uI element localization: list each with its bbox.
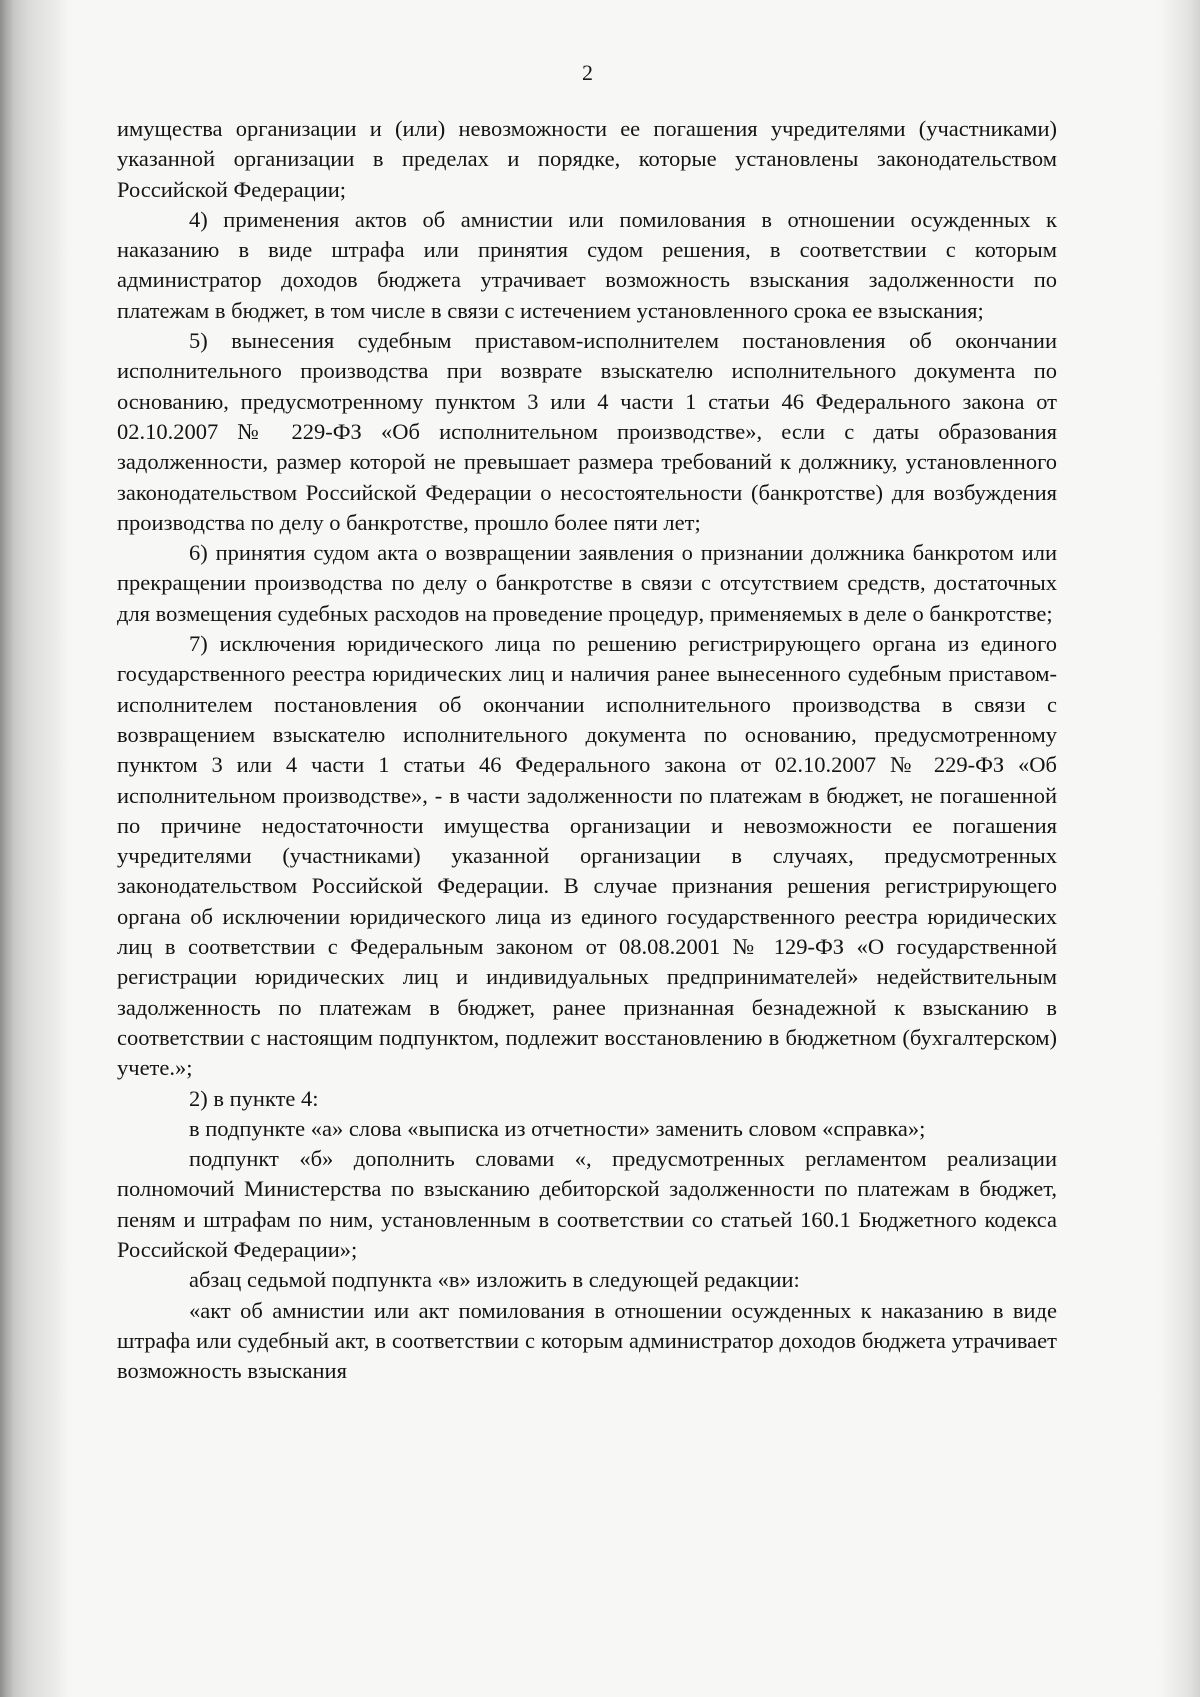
paragraph-item-6: 6) принятия судом акта о возвращении заявления о признании должника банкротом или прекращении производства по делу о банкротстве в связи с отсутствием средств, достаточных для возмещения судебных расходов на проведение процедур, применяемых в деле о банкротстве; [117,540,1057,626]
paragraph-point-2: 2) в пункте 4: [189,1085,319,1111]
scan-shadow-right [1158,0,1200,1697]
paragraph-subpoint-a: в подпункте «а» слова «выписка из отчетности» заменить словом «справка»; [189,1115,926,1141]
page-number: 2 [582,60,593,85]
paragraph-item-5: 5) вынесения судебным приставом-исполнителем постановления об окончании исполнительного производства при возврате взыскателю исполнительного документа по основанию, предусмотренному пунктом 3 или 4 части 1 статьи 46 Федерального закона от 02.10.2007 № 229-ФЗ «Об исполнительном производстве», если с даты образования задолженности, размер которой не превышает размера требований к должнику, установленного законодательством Российской Федерации о несостоятельности (банкротстве) для возбуждения производства по делу о банкротстве, прошло более пяти лет; [117,328,1057,535]
document-body [117,114,1057,1386]
paragraph-subpoint-b: подпункт «б» дополнить словами «, предусмотренных регламентом реализации полномочий Министерства по взысканию дебиторской задолженности по платежам в бюджет, пеням и штрафам по ним, установленным в соответствии со статьей 160.1 Бюджетного кодекса Российской Федерации»; [117,1146,1057,1262]
scan-shadow-left [0,0,70,1697]
paragraph-quoted-act: «акт об амнистии или акт помилования в отношении осужденных к наказанию в виде штрафа или судебный акт, в соответствии с которым администратор доходов бюджета утрачивает возможность взыскания [117,1297,1057,1384]
paragraph-subpoint-v: абзац седьмой подпункта «в» изложить в следующей редакции: [189,1267,800,1293]
paragraph-continuation: имущества организации и (или) невозможности ее погашения учредителями (участниками) указанной организации в пределах и порядке, которые установлены законодательством Российской Федерации; [117,116,1057,202]
paragraph-item-4: 4) применения актов об амнистии или помилования в отношении осужденных к наказанию в виде штрафа или принятия судом решения, в соответствии с которым администратор доходов бюджета утрачивает возможность взыскания задолженности по платежам в бюджет, в том числе в связи с истечением установленного срока ее взыскания; [117,206,1057,323]
paragraph-item-7: 7) исключения юридического лица по решению регистрирующего органа из единого государственного реестра юридических лиц и наличия ранее вынесенного судебным приставом-исполнителем постановления об окончании исполнительного производства в связи с возвращением взыскателю исполнительного документа по основанию, предусмотренному пунктом 3 или 4 части 1 статьи 46 Федерального закона от 02.10.2007 № 229-ФЗ «Об исполнительном производстве», - в части задолженности по платежам в бюджет, не погашенной по причине недостаточности имущества организации и невозможности ее погашения учредителями (участниками) указанной организации в случаях, предусмотренных законодательством Российской Федерации. В случае признания решения регистрирующего органа об исключении юридического лица из единого государственного реестра юридических лиц в соответствии с Федеральным законом от 08.08.2001 № 129-ФЗ «О государственной регистрации юридических лиц и индивидуальных предпринимателей» недействительным задолженность по платежам в бюджет, ранее признанная безнадежной к взысканию в соответствии с настоящим подпунктом, подлежит восстановлению в бюджетном (бухгалтерском) учете.»; [117,631,1057,1081]
